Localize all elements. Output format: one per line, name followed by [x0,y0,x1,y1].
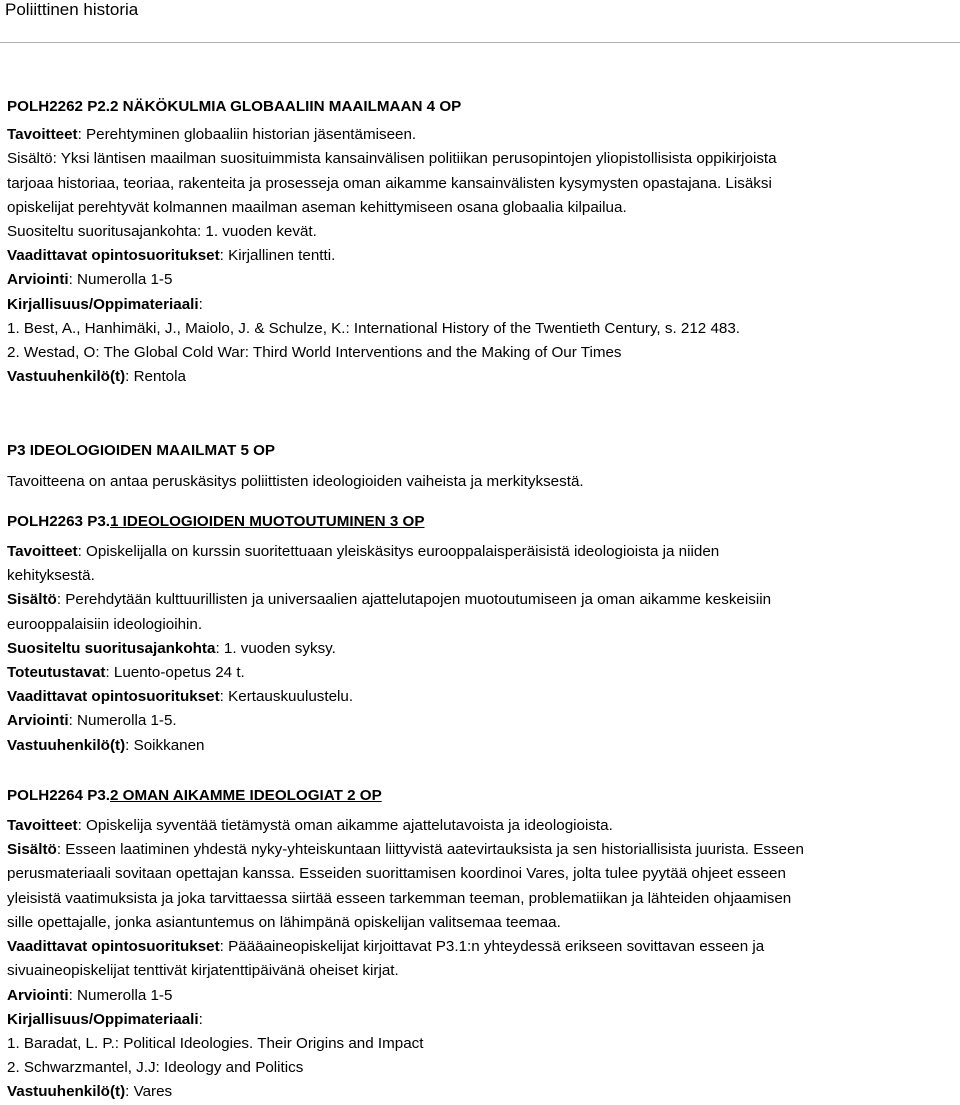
course-title [7,784,952,808]
toteutustavat-label: Toteutustavat [7,664,106,682]
sisalto-line: Sisältö: Yksi läntisen maailman suosituimmista kansainvälisen politiikan perusopintojen yliopistollisista oppikirjoista [7,150,777,168]
vaadittavat-text: : Kirjallinen tentti. [219,247,336,265]
document-body [7,95,952,1105]
kirjallisuus-label: Kirjallisuus/Oppimateriaali [7,295,199,313]
vastuuhenkilo-label: Vastuuhenkilö(t) [7,1083,126,1101]
arviointi-label: Arviointi [7,986,69,1004]
suositeltu-row [7,637,952,661]
kirjallisuus-colon: : [198,295,203,313]
sisalto-row [7,588,952,612]
arviointi-text: : Numerolla 1-5 [68,986,173,1004]
book-item: 2. Schwarzmantel, J.J: Ideology and Politics [7,1059,304,1077]
course-title [7,510,952,534]
toteutustavat-row [7,661,952,685]
sisalto-text: : Perehdytään kulttuurillisten ja universaalien ajattelutapojen muotoutumiseen ja oman aikamme keskeisiin [56,591,772,609]
course-code-title: 1 IDEOLOGIOIDEN MUOTOUTUMINEN 3 OP [110,512,425,530]
sisalto-label: Sisältö [7,841,57,859]
tavoitteet-row [7,123,952,147]
tavoitteet-row [7,540,952,564]
vastuuhenkilo-row [7,1080,952,1104]
vastuuhenkilo-row [7,734,952,758]
vaadittavat-row [7,244,952,268]
tavoitteet-text: : Opiskelijalla on kurssin suoritettuaan yleiskäsitys eurooppalaisperäisistä ideologioista ja niiden [77,543,720,561]
vaadittavat-row [7,685,952,709]
vastuuhenkilo-text: : Soikkanen [125,736,205,754]
vaadittavat-text: : Kertauskuulustelu. [219,688,354,706]
arviointi-text: : Numerolla 1-5. [68,712,177,730]
sisalto-cont: yleisistä vaatimuksista ja joka tarvittaessa siirtää esseen tarkemman teeman, problematiikan ja lähteiden ohjaamisen [7,889,792,907]
vaadittavat-label: Vaadittavat opintosuoritukset [7,938,220,956]
arviointi-row [7,984,952,1008]
vastuuhenkilo-label: Vastuuhenkilö(t) [7,368,126,386]
vastuuhenkilo-row [7,365,952,389]
tavoitteet-label: Tavoitteet [7,817,78,835]
vastuuhenkilo-text: : Vares [125,1083,173,1101]
book-item: 1. Baradat, L. P.: Political Ideologies. Their Origins and Impact [7,1034,424,1052]
course-code-title: 2 OMAN AIKAMME IDEOLOGIAT 2 OP [110,786,382,804]
course-title: POLH2262 P2.2 NÄKÖKULMIA GLOBAALIIN MAAILMAAN 4 OP [7,98,462,115]
vastuuhenkilo-label: Vastuuhenkilö(t) [7,736,126,754]
arviointi-label: Arviointi [7,271,69,289]
course-code-prefix: POLH2263 P3. [7,512,110,530]
kirjallisuus-label: Kirjallisuus/Oppimateriaali [7,1010,199,1028]
toteutustavat-text: : Luento-opetus 24 t. [105,664,245,682]
sisalto-cont: sille opettajalle, jonka asiantuntemus on lähimpänä opiskelijan valitsemaa teemaa. [7,913,561,931]
sisalto-text: : Esseen laatiminen yhdestä nyky-yhteiskuntaan liittyvistä aatevirtauksista ja sen historiallisista juurista. Esseen [56,841,804,859]
kirjallisuus-colon: : [198,1010,203,1028]
sisalto-row [7,838,952,862]
page-header-title: Poliittinen historia [5,0,139,19]
book-item: 2. Westad, O: The Global Cold War: Third World Interventions and the Making of Our Times [7,344,622,362]
tavoitteet-cont: kehityksestä. [7,567,95,585]
sisalto-cont: eurooppalaisiin ideologioihin. [7,615,203,633]
course-polh2262 [7,95,952,389]
module-title: P3 IDEOLOGIOIDEN MAAILMAT 5 OP [7,442,276,460]
course-polh2264 [7,784,952,1105]
kirjallisuus-row [7,1008,952,1032]
suositeltu-label: Suositeltu suoritusajankohta [7,639,216,657]
vaadittavat-row [7,935,952,959]
arviointi-label: Arviointi [7,712,69,730]
course-polh2263 [7,510,952,758]
arviointi-row [7,709,952,733]
vaadittavat-cont: sivuaineopiskelijat tenttivät kirjatenttipäivänä oheiset kirjat. [7,962,399,980]
module-intro: Tavoitteena on antaa peruskäsitys poliittisten ideologioiden vaiheista ja merkityksestä. [7,472,584,490]
sisalto-line: opiskelijat perehtyvät kolmannen maailman aseman kehittymiseen osana globaalia kilpailua. [7,198,627,216]
sisalto-cont: perusmateriaali sovitaan opettajan kanssa. Esseiden suorittamisen koordinoi Vares, jolta tulee pyytää ohjeet esseen [7,865,786,883]
vastuuhenkilo-text: : Rentola [125,368,186,386]
sisalto-label: Sisältö [7,591,57,609]
arviointi-row [7,268,952,292]
course-code-prefix: POLH2264 P3. [7,786,110,804]
header-divider [0,42,960,43]
suositeltu-text: : 1. vuoden syksy. [215,639,336,657]
vaadittavat-label: Vaadittavat opintosuoritukset [7,688,220,706]
sisalto-line: tarjoaa historiaa, teoriaa, rakenteita ja prosesseja oman aikamme kansainvälisten kysymysten opastajana. Lisäksi [7,174,772,192]
tavoitteet-text: : Perehtyminen globaaliin historian jäsentämiseen. [77,126,417,144]
kirjallisuus-row [7,293,952,317]
vaadittavat-text: : Päääaineopiskelijat kirjoittavat P3.1:n yhteydessä erikseen sovittavan esseen ja [219,938,765,956]
suositeltu-row: Suositeltu suoritusajankohta: 1. vuoden kevät. [7,223,317,241]
tavoitteet-row [7,814,952,838]
arviointi-text: : Numerolla 1-5 [68,271,173,289]
tavoitteet-label: Tavoitteet [7,543,78,561]
book-item: 1. Best, A., Hanhimäki, J., Maiolo, J. & Schulze, K.: International History of the Twentieth Century, s. 212 483. [7,319,741,337]
tavoitteet-text: : Opiskelija syventää tietämystä oman aikamme ajattelutavoista ja ideologioista. [77,817,613,835]
page-header [0,0,960,36]
module-p3 [7,439,952,493]
vaadittavat-label: Vaadittavat opintosuoritukset [7,247,220,265]
tavoitteet-label: Tavoitteet [7,126,78,144]
